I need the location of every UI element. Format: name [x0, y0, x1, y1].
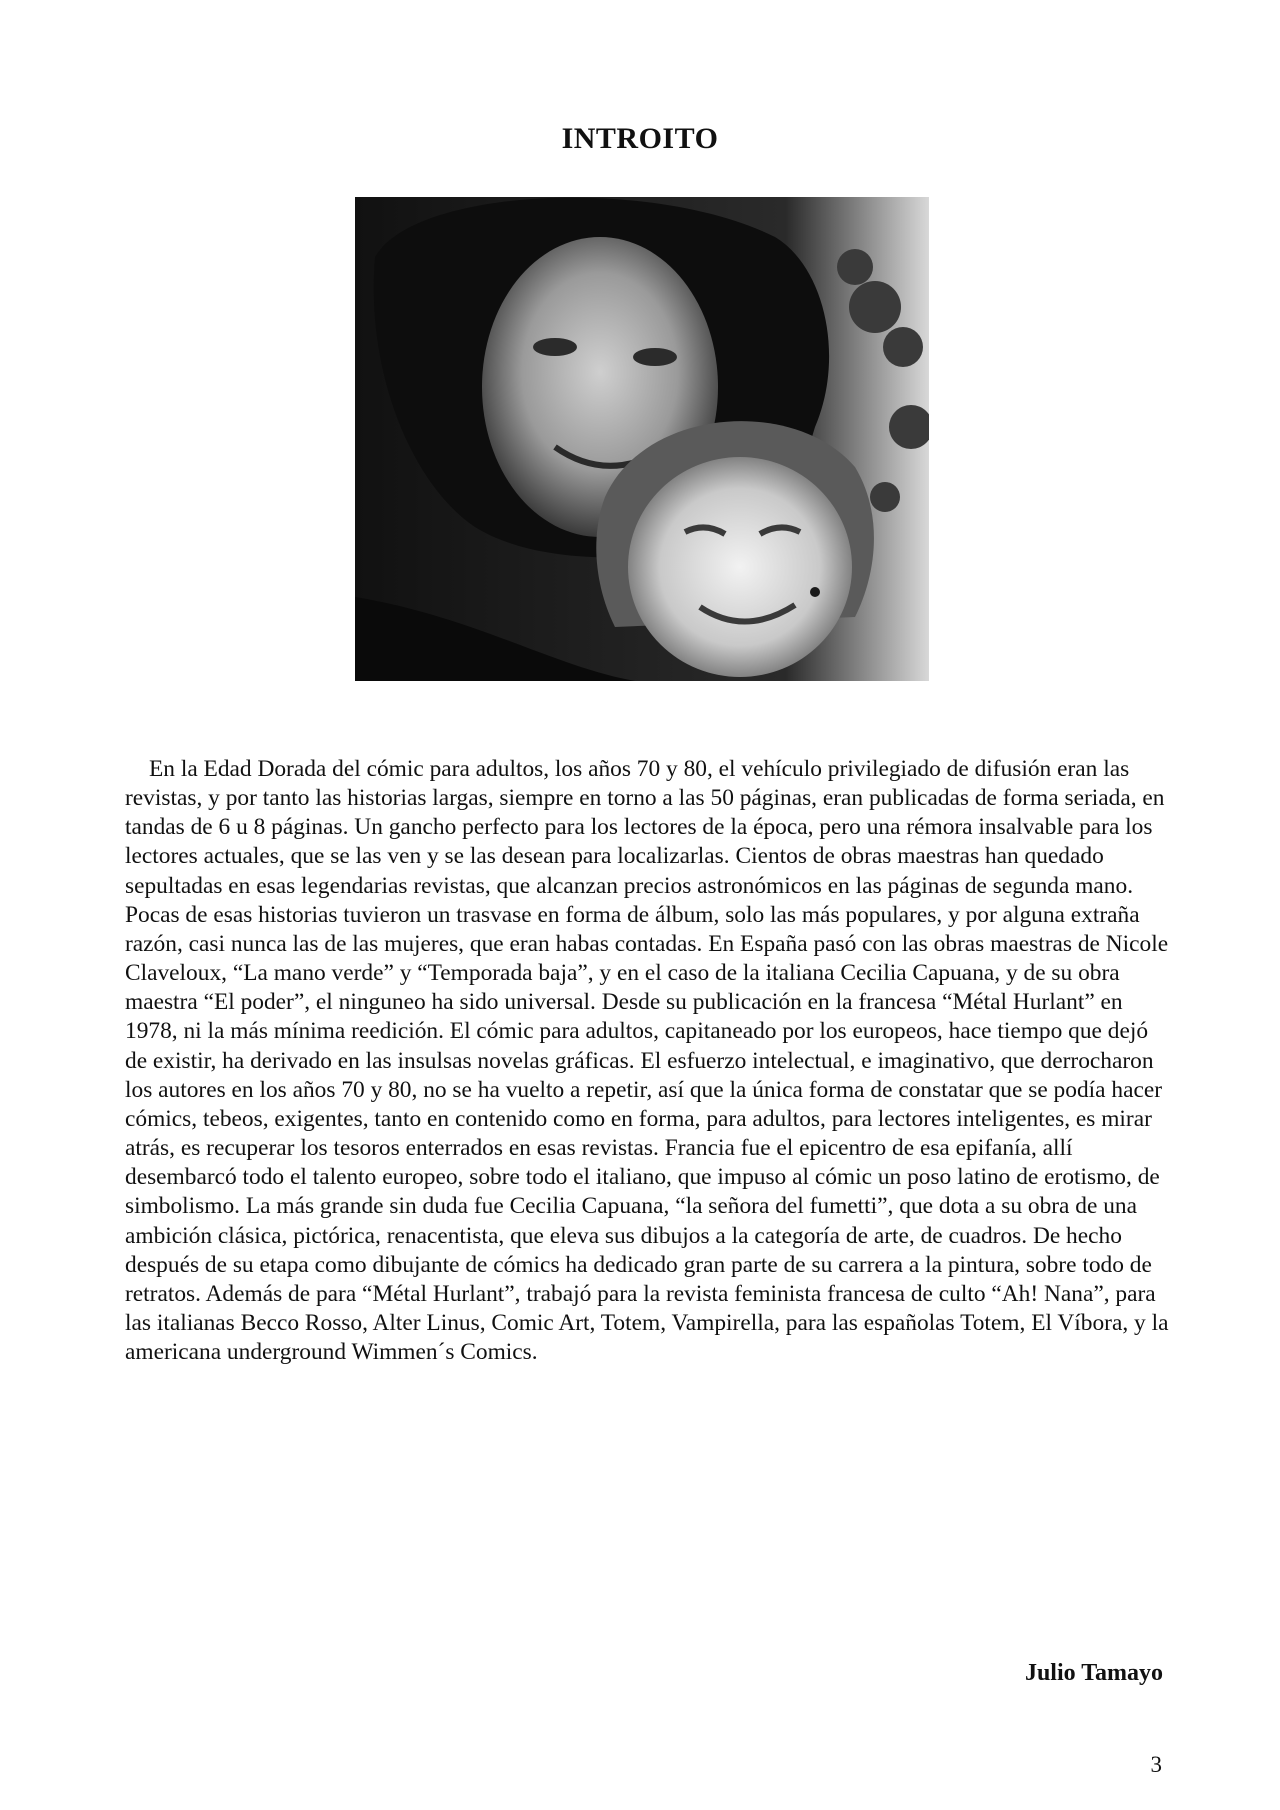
- page-number: 3: [1150, 1752, 1162, 1777]
- photo: [355, 197, 929, 681]
- page-title: INTROITO: [561, 122, 719, 155]
- portrait-photo: [355, 197, 929, 681]
- author-signature: Julio Tamayo: [1024, 1660, 1163, 1686]
- body-paragraph: En la Edad Dorada del cómic para adultos, los años 70 y 80, el vehículo privilegiado de difusión eran las revistas, y por tanto las historias largas, siempre en torno a las 50 páginas, eran publicadas de forma seriada, en tandas de 6 u 8 páginas. Un gancho perfecto para los lectores de la época, pero una rémora insalvable para los lectores actuales, que se las ven y se las desean para localizarlas. Cientos de obras maestras han quedado sepultadas en esas legendarias revistas, que alcanzan precios astronómicos en las páginas de segunda mano. Pocas de esas historias tuvieron un trasvase en forma de álbum, solo las más populares, y por alguna extraña razón, casi nunca las de las mujeres, que eran habas contadas. En España pasó con las obras maestras de Nicole Claveloux, “La mano verde” y “Temporada baja”, y en el caso de la italiana Cecilia Capuana, y de su obra maestra “El poder”, el ninguneo ha sido universal. Desde su publicación en la francesa “Métal Hurlant” en 1978, ni la más mínima reedición. El cómic para adultos, capitaneado por los europeos, hace tiempo que dejó de existir, ha derivado en las insulsas novelas gráficas. El esfuerzo intelectual, e imaginativo, que derrocharon los autores en los años 70 y 80, no se ha vuelto a repetir, así que la única forma de constatar que se podía hacer cómics, tebeos, exigentes, tanto en contenido como en forma, para adultos, para lectores inteligentes, es mirar atrás, es recuperar los tesoros enterrados en esas revistas. Francia fue el epicentro de esa epifanía, allí desembarcó todo el talento europeo, sobre todo el italiano, que impuso al cómic un poso latino de erotismo, de simbolismo. La más grande sin duda fue Cecilia Capuana, “la señora del fumetti”, que dota a su obra de una ambición clásica, pictórica, renacentista, que eleva sus dibujos a la categoría de arte, de cuadros. De hecho después de su etapa como dibujante de cómics ha dedicado gran parte de su carrera a la pintura, sobre todo de retratos. Además de para “Métal Hurlant”, trabajó para la revista feminista francesa de culto “Ah! Nana”, para las italianas Becco Rosso, Alter Linus, Comic Art, Totem, Vampirella, para las españolas Totem, El Víbora, y la americana underground Wimmen´s Comics.: [125, 756, 1169, 1366]
